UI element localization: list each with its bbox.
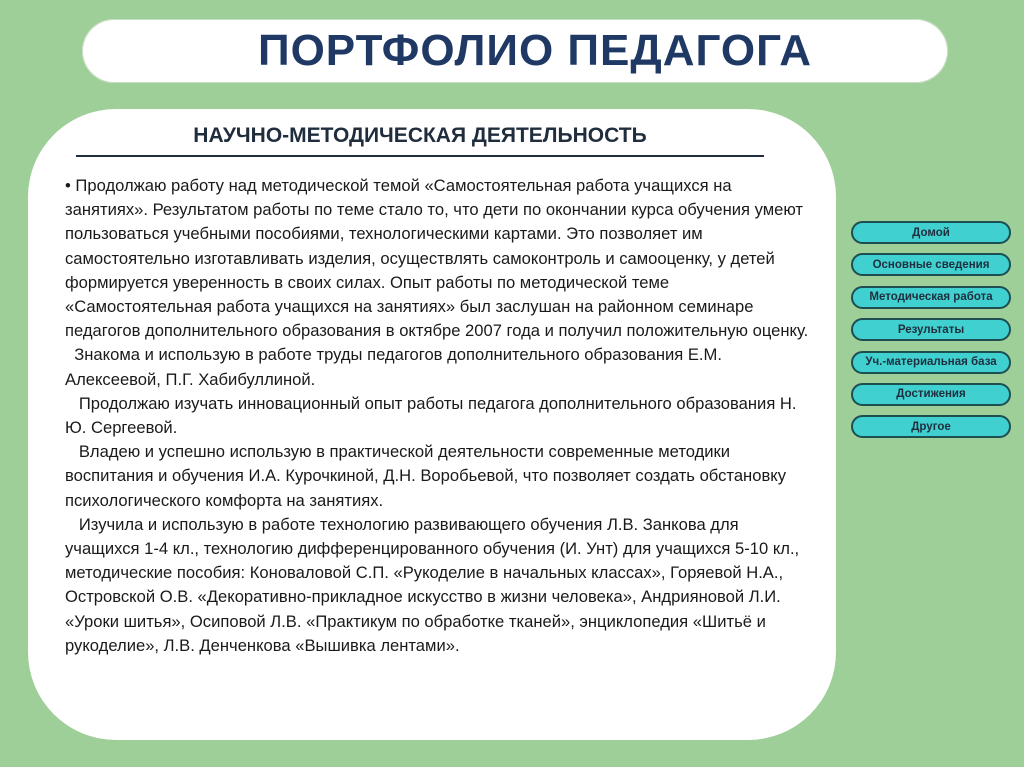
page-title: ПОРТФОЛИО ПЕДАГОГА bbox=[257, 26, 813, 75]
nav-button-achievements[interactable]: Достижения bbox=[851, 383, 1011, 406]
paragraph-methodical-theme: • Продолжаю работу над методической темой «Самостоятельная работа учащихся на занятиях». Результатом работы по теме стало то, что дети по окончании курса обучения умеют пользоваться учебными пособиями, технологическими картами. Это позволяет им самостоятельно изготавливать изделия, осуществлять самоконтроль и самооценку, у детей формируется уверенность в своих силах. Опыт работы по методической теме «Самостоятельная работа учащихся на занятиях» был заслушан на районном семинаре педагогов дополнительного образования в октябре 2007 года и получил положительную оценку. bbox=[65, 176, 809, 341]
section-title: НАУЧНО-МЕТОДИЧЕСКАЯ ДЕЯТЕЛЬНОСТЬ bbox=[193, 124, 647, 147]
nav-button-basic-info[interactable]: Основные сведения bbox=[851, 253, 1011, 276]
paragraph-technologies bbox=[65, 513, 817, 658]
paragraph-text: Владею и успешно использую в практической деятельности современные методики воспитания и обучения И.А. Курочкиной, Д.Н. Воробьевой, что позволяет создать обстановку психологического комфорта на занятиях. bbox=[65, 442, 787, 510]
paragraph-works-of-teachers bbox=[65, 343, 817, 391]
paragraph-text: Изучила и использую в работе технологию развивающего обучения Л.В. Занкова для учащихся 1-4 кл., технологию дифференцированного обучения (И. Унт) для учащихся 5-10 кл., методические пособия: Коноваловой С.П. «Рукоделие в начальных классах», Горяевой Н.А., Островской О.В. «Декоративно-прикладное искусство в жизни человека», Андрияновой Л.И. «Уроки шитья», Осиповой Л.В. «Практикум по обработке тканей», энциклопедия «Шитьё и рукоделие», Л.В. Денченкова «Вышивка лентами». bbox=[65, 514, 800, 655]
content-body bbox=[65, 174, 817, 658]
title-bar bbox=[82, 19, 948, 83]
section-title-underline bbox=[76, 155, 764, 157]
paragraph-innovative-experience bbox=[65, 392, 817, 440]
paragraph-text: Знакома и использую в работе труды педагогов дополнительного образования Е.М. Алексеевой, П.Г. Хабибуллиной. bbox=[65, 345, 722, 389]
nav-button-results[interactable]: Результаты bbox=[851, 318, 1011, 341]
nav-button-material-base[interactable]: Уч.-материальная база bbox=[851, 351, 1011, 374]
nav-button-other[interactable]: Другое bbox=[851, 415, 1011, 438]
paragraph-text: Продолжаю изучать инновационный опыт работы педагога дополнительного образования Н. Ю. Сергеевой. bbox=[65, 393, 797, 438]
content-card bbox=[28, 109, 836, 740]
navigation-menu bbox=[851, 221, 1015, 448]
nav-button-methodical-work[interactable]: Методическая работа bbox=[851, 286, 1011, 309]
nav-button-home[interactable]: Домой bbox=[851, 221, 1011, 244]
paragraph-modern-methods bbox=[65, 440, 817, 513]
